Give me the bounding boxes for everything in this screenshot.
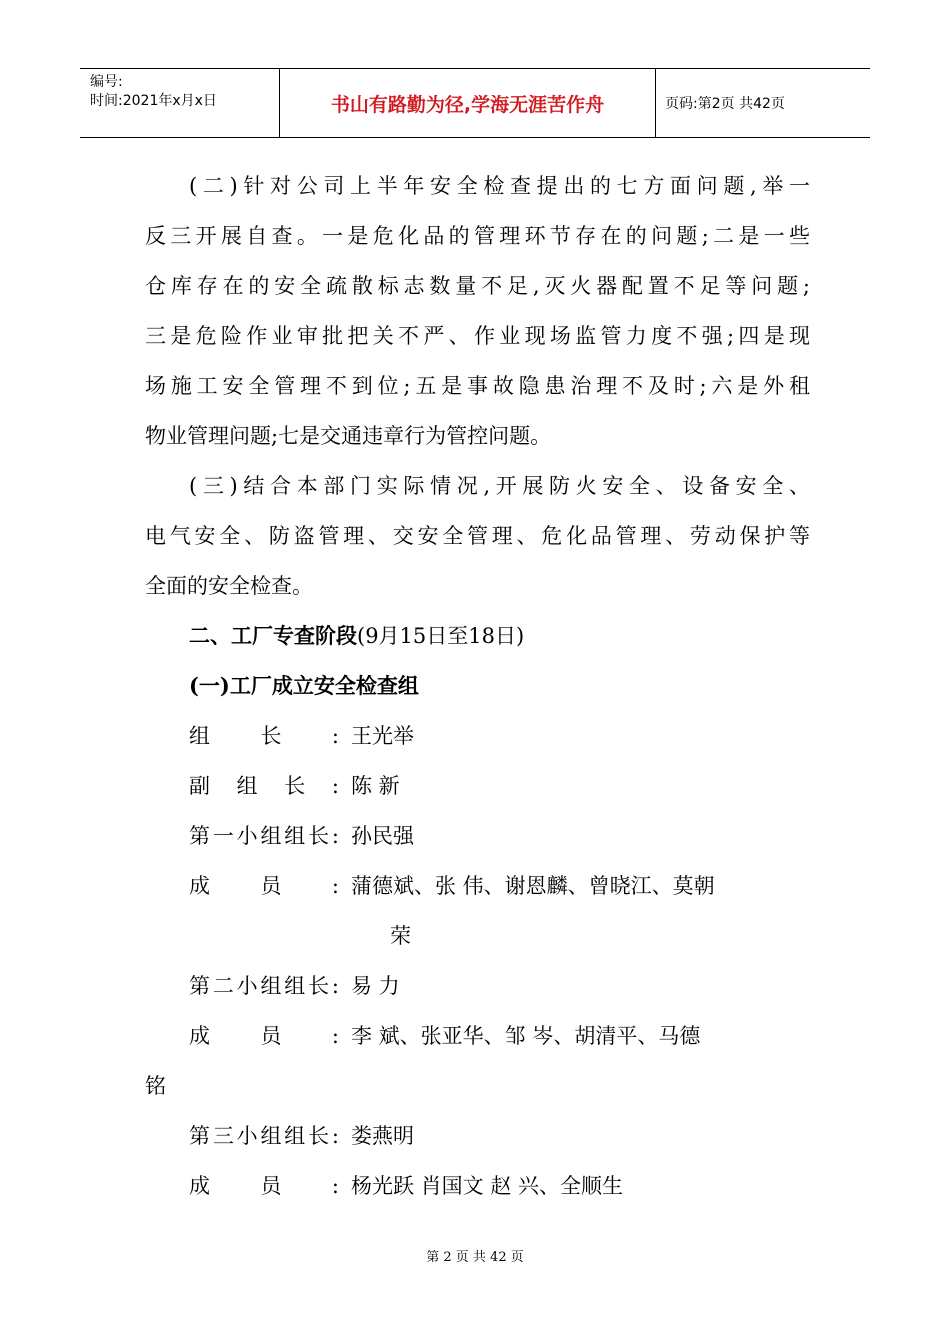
role-label: 第二小组组长:: [189, 974, 339, 998]
member-row: [145, 961, 810, 1011]
page-header: [80, 68, 870, 138]
page-footer: 第 2 页 共 42 页: [426, 1250, 524, 1265]
role-label: 组长:: [189, 724, 339, 748]
section-date: (9月15日至18日): [357, 624, 525, 648]
member-continuation: 荣: [390, 924, 411, 948]
paragraph-line: 反三开展自查。一是危化品的管理环节存在的问题;二是一些: [145, 224, 810, 248]
member-row: [145, 711, 810, 761]
paragraph-line: (二)针对公司上半年安全检查提出的七方面问题,举一: [189, 174, 810, 198]
role-label: 成员:: [189, 1174, 339, 1198]
section-title: 二、工厂专查阶段: [189, 623, 357, 648]
time-label: 时间:2021年x月x日: [90, 93, 217, 109]
member-row: [145, 1161, 810, 1211]
role-label: 副组长:: [189, 774, 339, 798]
role-value: 李 斌、张亚华、邹 岑、胡清平、马德: [351, 1024, 701, 1048]
role-value: 娄燕明: [351, 1124, 414, 1148]
header-page-info: 页码:第2页 共42页: [665, 96, 785, 112]
role-label: 第一小组组长:: [189, 824, 339, 848]
header-motto: 书山有路勤为径,学海无涯苦作舟: [280, 69, 656, 137]
member-row: [145, 861, 810, 911]
header-meta: [80, 69, 280, 137]
paragraph-line: 仓库存在的安全疏散标志数量不足,灭火器配置不足等问题;: [145, 274, 810, 298]
paragraph-line: 电气安全、防盗管理、交安全管理、危化品管理、劳动保护等: [145, 524, 810, 548]
member-row: [145, 1011, 810, 1061]
paragraph-line: 三是危险作业审批把关不严、作业现场监管力度不强;四是现: [145, 324, 810, 348]
member-row: [145, 811, 810, 861]
document-body: [145, 161, 810, 1211]
role-label: 第三小组组长:: [189, 1124, 339, 1148]
member-row: [145, 1111, 810, 1161]
role-value: 王光举: [351, 724, 414, 748]
role-value: 蒲德斌、张 伟、谢恩麟、曾晓江、莫朝: [351, 874, 715, 898]
paragraph-line: 全面的安全检查。: [145, 574, 313, 598]
section-heading: [145, 611, 810, 661]
number-label: 编号:: [90, 74, 123, 90]
paragraph-line: 场施工安全管理不到位;五是事故隐患治理不及时;六是外租: [145, 374, 810, 398]
role-value: 杨光跃 肖国文 赵 兴、全顺生: [351, 1174, 624, 1198]
role-value: 易 力: [351, 974, 400, 998]
role-label: 成员:: [189, 1024, 339, 1048]
role-value: 孙民强: [351, 824, 414, 848]
paragraph-line: (三)结合本部门实际情况,开展防火安全、设备安全、: [189, 474, 810, 498]
paragraph-line: 物业管理问题;七是交通违章行为管控问题。: [145, 424, 552, 448]
role-value: 陈 新: [351, 774, 400, 798]
role-label: 成员:: [189, 874, 339, 898]
member-row: [145, 761, 810, 811]
member-continuation: 铭: [145, 1074, 166, 1098]
subsection-heading: (一)工厂成立安全检查组: [189, 673, 419, 698]
